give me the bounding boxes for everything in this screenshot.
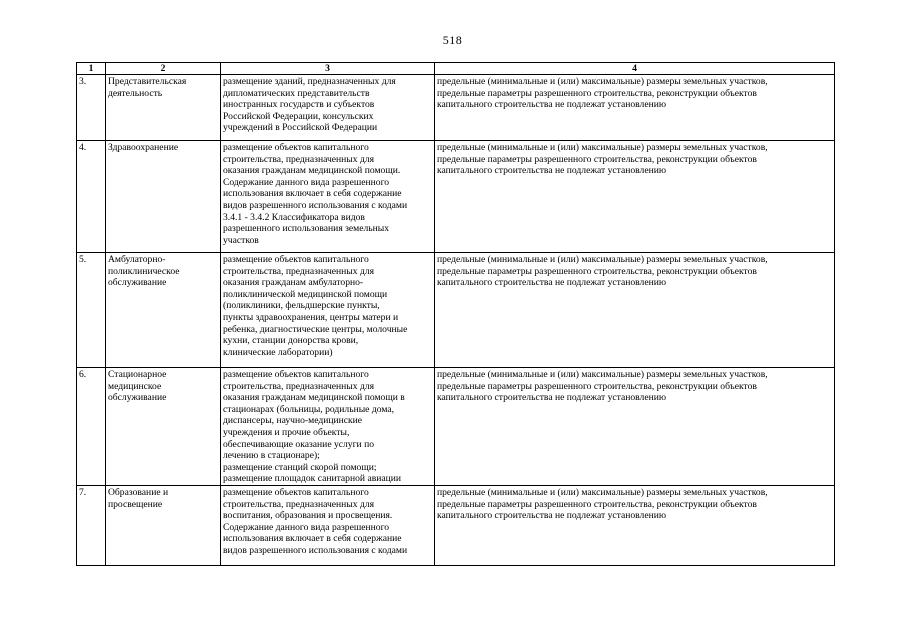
row-number: 5. [77,253,106,368]
row-number: 4. [77,141,106,253]
header-cell: 2 [106,63,221,75]
table-row [77,141,835,253]
table-row [77,75,835,141]
use-type-name: Здравоохранение [106,141,221,253]
use-type-parameters: предельные (минимальные и (или) максимальные) размеры земельных участков, предельные параметры разрешенного строительства, реконструкции объектов капитального строительства не подлежат установлению [435,485,835,565]
row-number: 7. [77,485,106,565]
use-type-name: Амбулаторно- поликлиническое обслуживание [106,253,221,368]
use-type-parameters: предельные (минимальные и (или) максимальные) размеры земельных участков, предельные параметры разрешенного строительства, реконструкции объектов капитального строительства не подлежат установлению [435,253,835,368]
land-use-table [76,62,835,566]
table-row [77,368,835,486]
table-row [77,253,835,368]
use-type-parameters: предельные (минимальные и (или) максимальные) размеры земельных участков, предельные параметры разрешенного строительства, реконструкции объектов капитального строительства не подлежат установлению [435,141,835,253]
table-row [77,485,835,565]
page-number: 518 [442,33,463,47]
use-type-name: Стационарное медицинское обслуживание [106,368,221,486]
use-type-description: размещение объектов капитального строительства, предназначенных для оказания гражданам медицинской помощи. Содержание данного вида разрешенного использования включает в себя содержание видов разрешенного использования с кодами 3.4.1 - 3.4.2 Классификатора видов разрешенного использования земельных участков [221,141,435,253]
table-header-row [77,63,835,75]
use-type-description: размещение объектов капитального строительства, предназначенных для оказания гражданам медицинской помощи в стационарах (больницы, родильные дома, диспансеры, научно-медицинские учреждения и прочие объекты, обеспечивающие оказание услуги по лечению в стационаре); размещение станций скорой помощи; размещение площадок санитарной авиации [221,368,435,486]
use-type-parameters: предельные (минимальные и (или) максимальные) размеры земельных участков, предельные параметры разрешенного строительства, реконструкции объектов капитального строительства не подлежат установлению [435,368,835,486]
header-cell: 4 [435,63,835,75]
use-type-description: размещение объектов капитального строительства, предназначенных для оказания гражданам амбулаторно- поликлинической медицинской помощи (поликлиники, фельдшерские пункты, пункты здравоохранения, центры матери и ребенка, диагностические центры, молочные кухни, станции донорства крови, клинические лаборатории) [221,253,435,368]
use-type-description: размещение зданий, предназначенных для дипломатических представительств иностранных государств и субъектов Российской Федерации, консульских учреждений в Российской Федерации [221,75,435,141]
row-number: 6. [77,368,106,486]
use-type-description: размещение объектов капитального строительства, предназначенных для воспитания, образования и просвещения. Содержание данного вида разрешенного использования включает в себя содержание видов разрешенного использования с кодами [221,485,435,565]
row-number: 3. [77,75,106,141]
header-cell: 3 [221,63,435,75]
use-type-name: Представительская деятельность [106,75,221,141]
use-type-parameters: предельные (минимальные и (или) максимальные) размеры земельных участков, предельные параметры разрешенного строительства, реконструкции объектов капитального строительства не подлежат установлению [435,75,835,141]
header-cell: 1 [77,63,106,75]
use-type-name: Образование и просвещение [106,485,221,565]
